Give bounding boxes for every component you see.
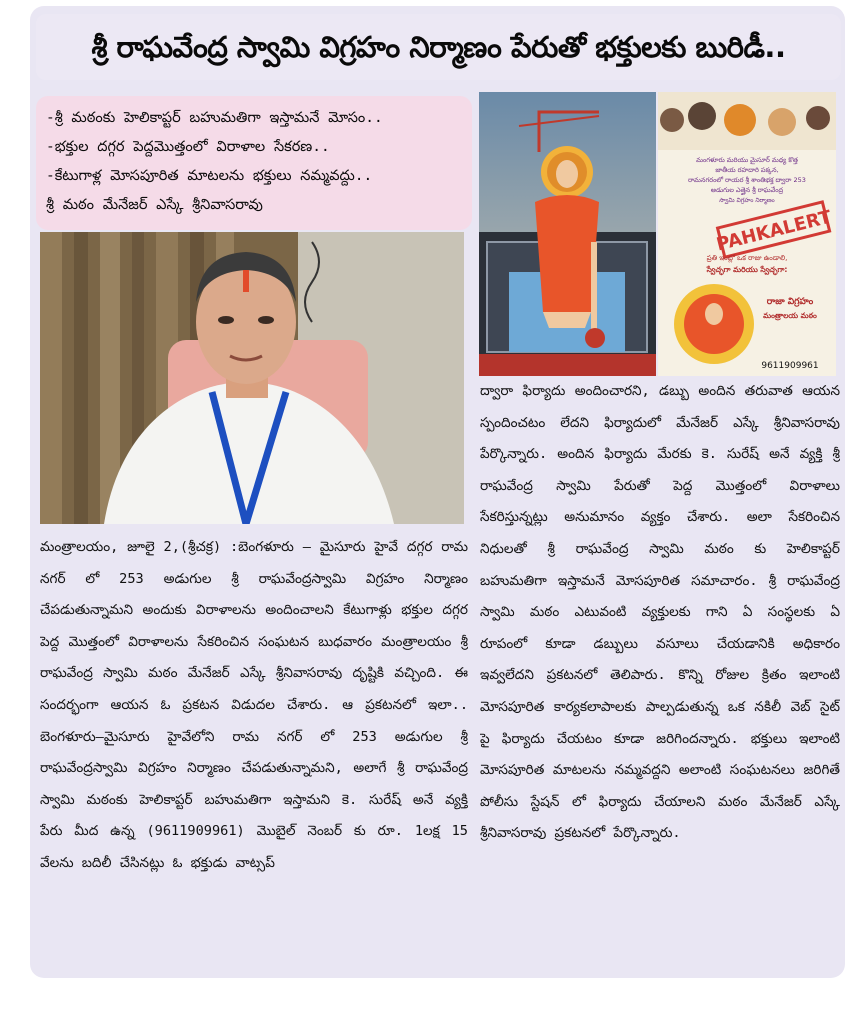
poster-line: అడుగుల ఎత్తైన శ్రీ రాఘవేంద్ర bbox=[710, 186, 784, 194]
headline: శ్రీ రాఘవేంద్ర స్వామి విగ్రహం నిర్మాణం పేరుతో భక్తులకు బురిడీ.. bbox=[36, 14, 841, 80]
poster-phone: 9611909961 bbox=[761, 361, 819, 371]
poster-line: రామనగరంలో రాయర శ్రీ శాంతిభక్త ద్వారా 253 bbox=[688, 176, 806, 184]
article-column-left: మంత్రాలయం, జూలై 2,(శ్రీచక్ర) :బెంగళూరు – మైసూరు హైవే దగ్గర రామ నగర్ లో 253 అడుగుల శ్రీ రాఘవేంద్రస్వామి విగ్రహం నిర్మాణం చేపడుతున్నామని అందుకు విరాళాలను అందించాలని కేటుగాళ్లు భక్తుల దగ్గర పెద్ద మొత్తంలో విరాళాలను సేకరించిన సంఘటన బుధవారం మంత్రాలయం శ్రీ రాఘవేంద్ర స్వామి మఠం మేనేజర్ ఎస్కే శ్రీనివాసరావు దృష్టికి వచ్చింది. ఈ సందర్భంగా ఆయన ఓ ప్రకటన విడుదల చేశారు. ఆ ప్రకటనలో ఇలా.. బెంగళూరు–మైసూరు హైవేలోని రామ నగర్ లో 253 అడుగుల శ్రీ రాఘవేంద్రస్వామి విగ్రహం నిర్మాణం చేపడుతున్నామని, అలాగే శ్రీ రాఘవేంద్ర స్వామి మఠంకు హెలికాప్టర్ బహుమతిగా ఇస్తామని కె. సురేష్ అనే వ్యక్తి పేరు మీద ఉన్న (9611909961) మొబైల్ నెంబర్ కు రూ. 1లక్ష 15 వేలను బదిలీ చేసినట్లు ఓ భక్తుడు వాట్సప్ bbox=[40, 539, 468, 871]
poster-line: మంత్రాలయ మఠం bbox=[763, 311, 817, 320]
fraud-poster bbox=[658, 92, 836, 376]
poster-line: స్వేచ్ఛగా మరియు స్వేచ్ఛగా: bbox=[706, 265, 788, 274]
poster-line: జాతీయ రహదారి పక్కన, bbox=[715, 166, 779, 174]
alert-stamp: PAHKALERT bbox=[714, 206, 834, 256]
highlight-line: శ్రీ మఠం మేనేజర్ ఎస్కే శ్రీనివాసరావు bbox=[46, 197, 263, 213]
highlight-line: -కేటుగాళ్ల మోసపూరిత మాటలను భక్తులు నమ్మవద్దు.. bbox=[46, 168, 373, 184]
highlight-line: -భక్తుల దగ్గర పెద్దమొత్తంలో విరాళాల సేకరణ.. bbox=[46, 139, 330, 155]
article-column-right: ద్వారా ఫిర్యాదు అందించారని, డబ్బు అందిన తరువాత ఆయన స్పందించటం లేదని ఫిర్యాదులో మేనేజర్ ఎస్కే శ్రీనివాసరావు పేర్కొన్నారు. అందిన ఫిర్యాదు మేరకు కె. సురేష్ అనే వ్యక్తి శ్రీ రాఘవేంద్ర స్వామి పేరుతో పెద్ద మొత్తంలో విరాళాలు సేకరిస్తున్నట్లు అనుమానం వ్యక్తం చేశారు. అలా సేకరించిన నిధులతో శ్రీ రాఘవేంద్ర స్వామి మఠం కు హెలికాప్టర్ బహుమతిగా ఇస్తామనే మోసపూరిత సమాచారం. శ్రీ రాఘవేంద్ర స్వామి మఠం ఎటువంటి వ్యక్తులకు గాని ఏ సంస్థలకు ఏ రూపంలో కూడా డబ్బులు వసూలు చేయడానికి అధికారం ఇవ్వలేదని ప్రకటనలో తెలిపారు. కొన్ని రోజుల క్రితం ఇలాంటి మోసపూరిత కార్యకలాపాలకు పాల్పడుతున్న ఒక నకిలీ వెబ్ సైట్ పై ఫిర్యాదు చేయటం కూడా జరిగిందన్నారు. భక్తులు ఇలాంటి మోసపూరిత మాటలను నమ్మవద్దని అలాంటి సంఘటనలు జరిగితే పోలీసు స్టేషన్ లో ఫిర్యాదు చేయాలని మఠం మేనేజర్ ఎస్కే శ్రీనివాసరావు ప్రకటనలో పేర్కొన్నారు. bbox=[480, 383, 840, 842]
manager-photo bbox=[40, 232, 464, 524]
poster-line: ప్రతి ఇంట్లో ఒక రాజు ఉండాలి, bbox=[706, 254, 788, 262]
highlights-box bbox=[36, 96, 472, 230]
poster-line: రాజా విగ్రహం bbox=[766, 297, 814, 307]
poster-line: మంగళూరు మరియు మైసూర్ మధ్య కొత్త bbox=[696, 156, 798, 164]
poster-line: స్వామి విగ్రహం నిర్మాణం bbox=[719, 197, 775, 204]
statue-photo bbox=[479, 92, 656, 376]
highlight-line: -శ్రీ మఠంకు హెలికాప్టర్ బహుమతిగా ఇస్తామనే మోసం.. bbox=[46, 110, 383, 126]
